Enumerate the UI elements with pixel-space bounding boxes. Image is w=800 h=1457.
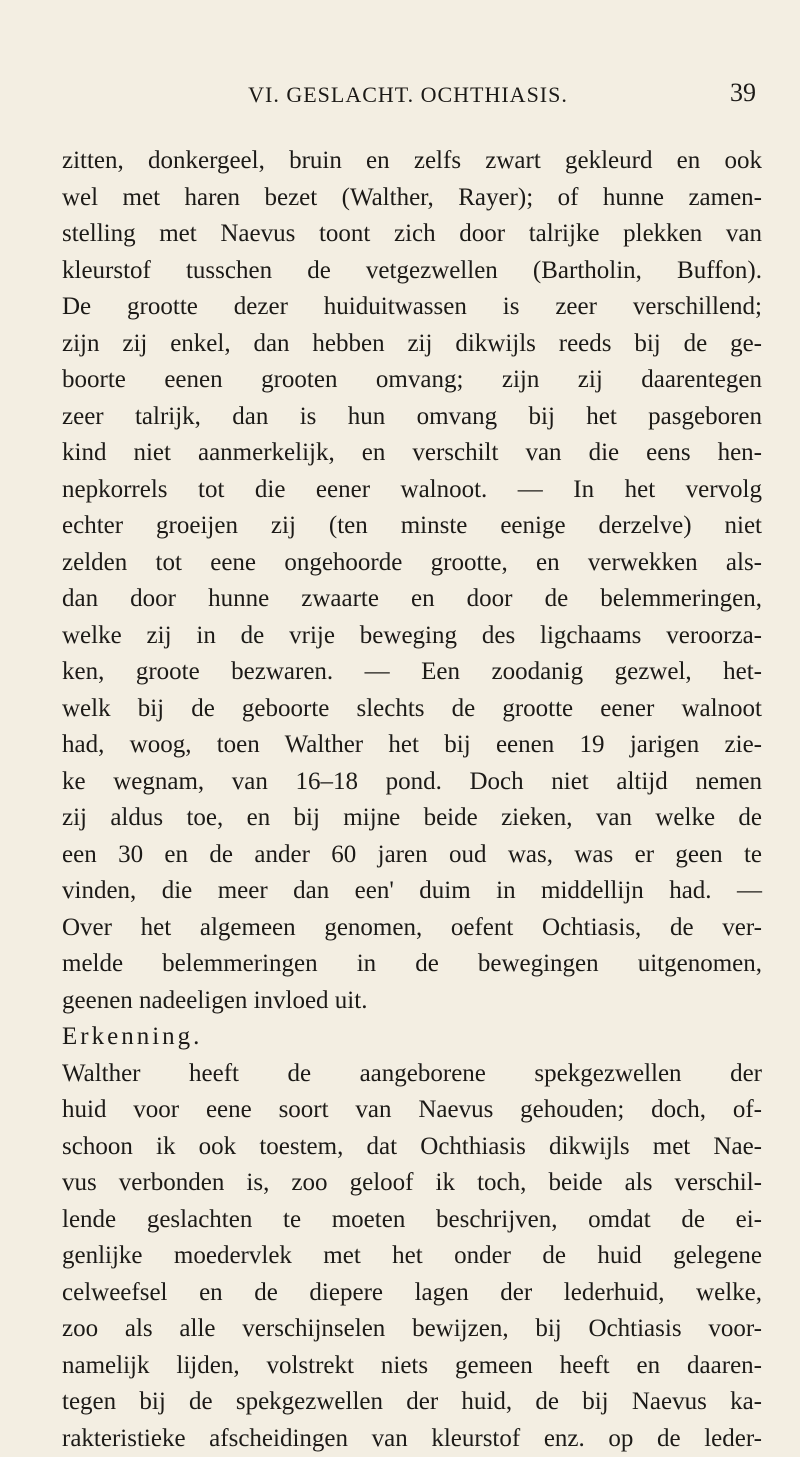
text-line: welke zij in de vrije beweging des ligchaams veroorza- [62, 618, 762, 655]
text-line: dan door hunne zwaarte en door de belemmeringen, [62, 581, 762, 618]
text-line: genlijke moedervlek met het onder de huid gelegene [62, 1238, 762, 1275]
text-line: vus verbonden is, zoo geloof ik toch, beide als verschil- [62, 1165, 762, 1202]
text-line: lende geslachten te moeten beschrijven, omdat de ei- [62, 1202, 762, 1239]
text-line: Over het algemeen genomen, oefent Ochtiasis, de ver- [62, 910, 762, 947]
text-line: namelijk lijden, volstrekt niets gemeen heeft en daaren- [62, 1348, 762, 1385]
text-line: wel met haren bezet (Walther, Rayer); of hunne zamen- [62, 180, 762, 217]
text-line: zoo als alle verschijnselen bewijzen, bij Ochtiasis voor- [62, 1311, 762, 1348]
text-line: zelden tot eene ongehoorde grootte, en verwekken als- [62, 545, 762, 582]
text-line: rakteristieke afscheidingen van kleurstof enz. op de leder- [62, 1421, 762, 1457]
text-line: welk bij de geboorte slechts de grootte eener walnoot [62, 691, 762, 728]
text-line: huid voor eene soort van Naevus gehouden; doch, of- [62, 1092, 762, 1129]
text-line: zitten, donkergeel, bruin en zelfs zwart gekleurd en ook [62, 143, 762, 180]
text-line: stelling met Naevus toont zich door talrijke plekken van [62, 216, 762, 253]
text-line: zijn zij enkel, dan hebben zij dikwijls reeds bij de ge- [62, 326, 762, 363]
text-line: kleurstof tusschen de vetgezwellen (Bartholin, Buffon). [62, 253, 762, 290]
text-line: zij aldus toe, en bij mijne beide zieken, van welke de [62, 800, 762, 837]
text-line: echter groeijen zij (ten minste eenige derzelve) niet [62, 508, 762, 545]
body-text [62, 143, 762, 1457]
text-line: boorte eenen grooten omvang; zijn zij daarentegen [62, 362, 762, 399]
text-line: nepkorrels tot die eener walnoot. — In het vervolg [62, 472, 762, 509]
text-line: De grootte dezer huiduitwassen is zeer verschillend; [62, 289, 762, 326]
text-line: had, woog, toen Walther het bij eenen 19 jarigen zie- [62, 727, 762, 764]
text-line: ke wegnam, van 16–18 pond. Doch niet altijd nemen [62, 764, 762, 801]
section-heading: Erkenning. [62, 1019, 762, 1056]
page-header [60, 74, 756, 114]
text-line: kind niet aanmerkelijk, en verschilt van die eens hen- [62, 435, 762, 472]
text-line: vinden, die meer dan een' duim in middellijn had. — [62, 873, 762, 910]
text-line: Walther heeft de aangeborene spekgezwellen der [62, 1056, 762, 1093]
page-number: 39 [730, 78, 756, 108]
text-line: een 30 en de ander 60 jaren oud was, was er geen te [62, 837, 762, 874]
text-line: ken, groote bezwaren. — Een zoodanig gezwel, het- [62, 654, 762, 691]
running-title: VI. GESLACHT. OCHTHIASIS. [60, 82, 756, 108]
text-line: melde belemmeringen in de bewegingen uitgenomen, [62, 946, 762, 983]
text-line: geenen nadeeligen invloed uit. [62, 983, 762, 1020]
text-line: tegen bij de spekgezwellen der huid, de bij Naevus ka- [62, 1384, 762, 1421]
text-line: schoon ik ook toestem, dat Ochthiasis dikwijls met Nae- [62, 1129, 762, 1166]
text-line: celweefsel en de diepere lagen der lederhuid, welke, [62, 1275, 762, 1312]
text-line: zeer talrijk, dan is hun omvang bij het pasgeboren [62, 399, 762, 436]
